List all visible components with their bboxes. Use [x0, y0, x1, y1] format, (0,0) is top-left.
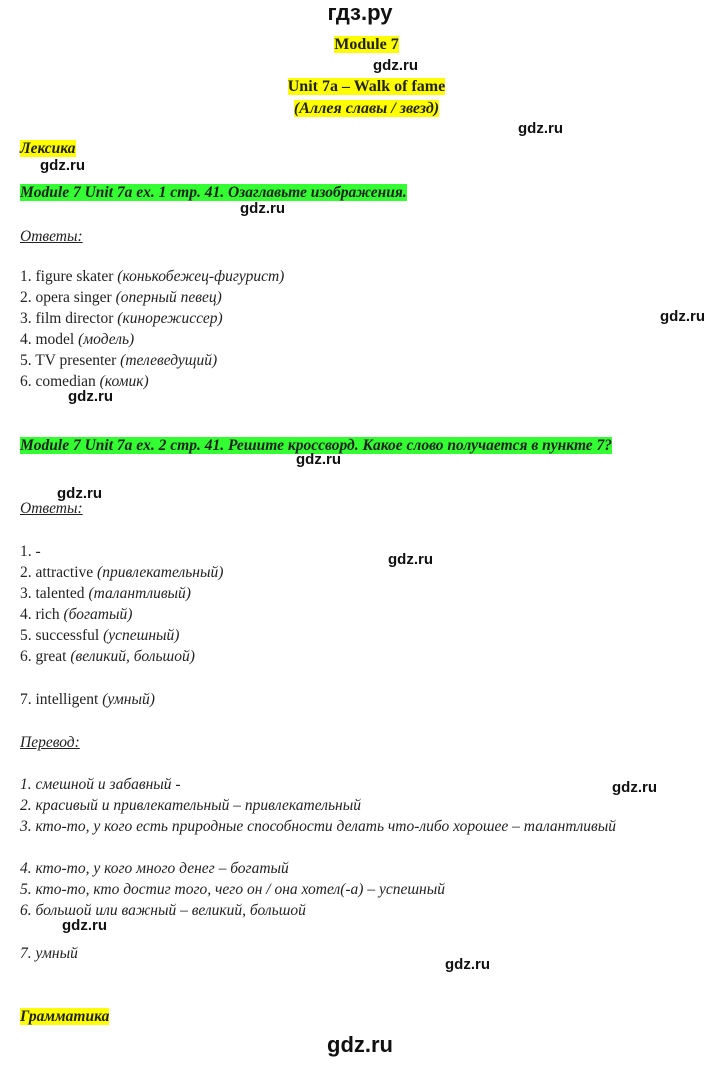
list-item: 1. - [20, 543, 41, 560]
unit-title-row [0, 78, 720, 96]
translation-item: 1. смешной и забавный - [20, 776, 181, 793]
ex1-task-heading: Module 7 Unit 7a ex. 1 стр. 41. Озаглавьте изображения. [20, 184, 407, 201]
section-vocab-heading: Лексика [20, 140, 76, 157]
translation-item: 2. красивый и привлекательный – привлекательный [20, 797, 361, 814]
list-item: 6. great (великий, большой) [20, 648, 195, 665]
site-footer: gdz.ru [327, 1032, 393, 1057]
ex2-answer-list [20, 541, 223, 667]
watermark: gdz.ru [57, 485, 102, 502]
section-vocab-row [20, 140, 76, 158]
watermark: gdz.ru [240, 200, 285, 217]
watermark: gdz.ru [445, 956, 490, 973]
list-item: 5. TV presenter (телеведущий) [20, 352, 218, 369]
list-item: 2. attractive (привлекательный) [20, 564, 224, 581]
unit-title: Unit 7a – Walk of fame [287, 78, 446, 95]
ex1-task-row [20, 183, 710, 203]
ex1-answers-label: Ответы: [20, 228, 83, 245]
watermark: gdz.ru [62, 917, 107, 934]
ex2-task-row [20, 436, 710, 456]
list-item: 5. successful (успешный) [20, 627, 180, 644]
watermark: gdz.ru [660, 308, 705, 325]
module-title: Module 7 [334, 36, 399, 53]
unit-subtitle: (Аллея славы / звезд) [293, 100, 440, 117]
watermark: gdz.ru [40, 157, 85, 174]
ex2-translation-label: Перевод: [20, 734, 80, 751]
watermark: gdz.ru [612, 779, 657, 796]
list-item: 3. film director (кинорежиссер) [20, 310, 223, 327]
list-item: 1. figure skater (конькобежец-фигурист) [20, 268, 285, 285]
list-item: 3. talented (талантливый) [20, 585, 191, 602]
watermark: gdz.ru [68, 388, 113, 405]
watermark: gdz.ru [388, 551, 433, 568]
list-item: 4. model (модель) [20, 331, 135, 348]
module-title-row [0, 36, 720, 54]
translation-item: 7. умный [20, 945, 78, 962]
list-item: 2. opera singer (оперный певец) [20, 289, 222, 306]
watermark: gdz.ru [373, 57, 418, 74]
list-item: 4. rich (богатый) [20, 606, 133, 623]
ex2-task-heading: Module 7 Unit 7a ex. 2 стр. 41. Решите кроссворд. Какое слово получается в пункте 7? [20, 437, 613, 454]
watermark: gdz.ru [296, 451, 341, 468]
ex1-answer-list [20, 266, 284, 392]
section-grammar-heading: Грамматика [20, 1008, 110, 1025]
site-header: гдз.ру [327, 0, 393, 25]
translation-item: 4. кто-то, у кого много денег – богатый [20, 860, 289, 877]
watermark: gdz.ru [518, 120, 563, 137]
translation-item: 6. большой или важный – великий, большой [20, 902, 306, 919]
list-item: 6. comedian (комик) [20, 373, 149, 390]
section-grammar-row [20, 1008, 109, 1026]
translation-item: 5. кто-то, кто достиг того, чего он / она хотел(-а) – успешный [20, 881, 445, 898]
ex2-answer-7: 7. intelligent (умный) [20, 691, 155, 708]
translation-item: 3. кто-то, у кого есть природные способности делать что-либо хорошее – талантливый [20, 818, 617, 835]
ex2-answers-label: Ответы: [20, 500, 83, 517]
unit-subtitle-row [0, 100, 720, 118]
